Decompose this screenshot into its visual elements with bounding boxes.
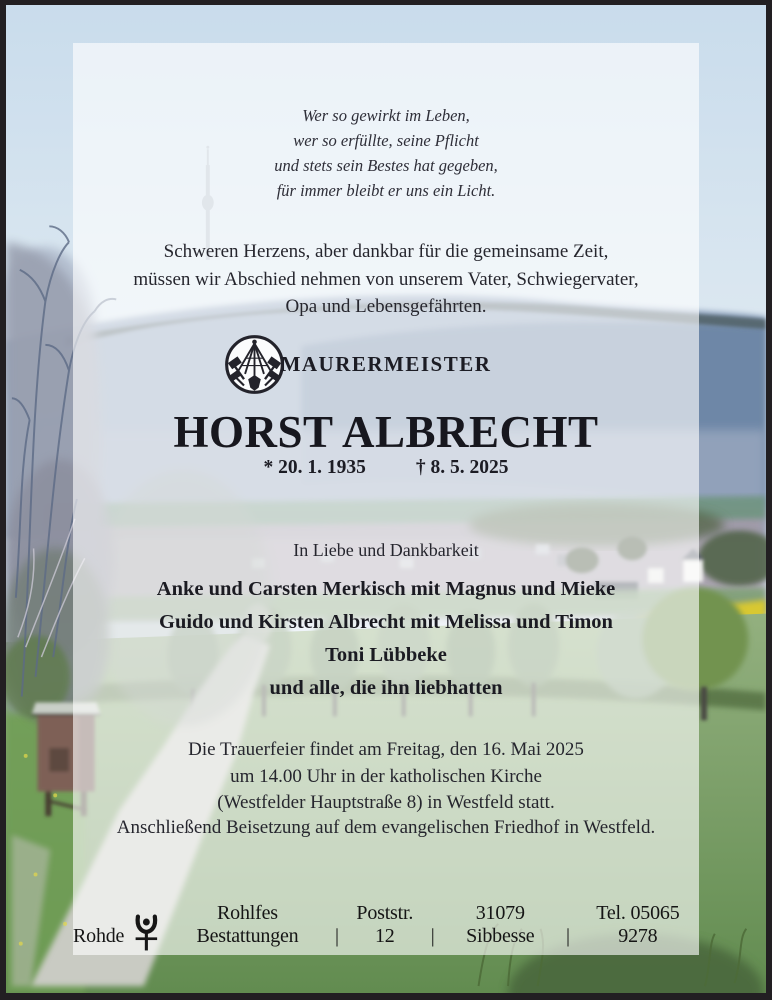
burial-details: Anschließend Beisetzung auf dem evangelischen Friedhof in Westfeld.: [116, 817, 656, 838]
service-line: um 14.00 Uhr in der katholischen Kirche: [230, 765, 542, 787]
footer-separator: |: [565, 925, 570, 947]
death-date: † 8. 5. 2025: [415, 457, 509, 478]
birth-date: * 20. 1. 1935: [263, 457, 366, 478]
funeral-home-name-right: Rohlfes Bestattungen: [196, 902, 299, 947]
farewell-message: [73, 238, 699, 321]
farewell-line: müssen wir Abschied nehmen von unserem Vater, Schwiegervater,: [133, 268, 639, 290]
poem-line: Wer so gewirkt im Leben,: [302, 106, 470, 125]
notice-content: [73, 43, 699, 955]
funeral-home-name-left: Rohde: [73, 925, 125, 947]
memorial-poem: [73, 103, 699, 203]
funeral-home-address: Poststr. 12: [356, 902, 414, 947]
mourner-line: Anke und Carsten Merkisch mit Magnus und Mieke: [156, 578, 616, 600]
landscape-photo-background: [6, 5, 766, 993]
poem-line: und stets sein Bestes hat gegeben,: [274, 156, 498, 175]
deceased-name: HORST ALBRECHT: [173, 407, 599, 457]
funeral-home-city: 31079 Sibbesse: [466, 902, 535, 947]
mourner-line: und alle, die ihn liebhatten: [269, 677, 503, 699]
funeral-home-logo-icon: [131, 909, 162, 955]
footer-separator: |: [430, 925, 435, 947]
profession-title: MAURERMEISTER: [280, 352, 492, 376]
poem-line: wer so erfüllte, seine Pflicht: [293, 131, 479, 150]
funeral-service-details: [73, 737, 699, 817]
life-dates: [73, 457, 699, 479]
poem-line: für immer bleibt er uns ein Licht.: [276, 181, 496, 200]
mourners-list: [73, 573, 699, 705]
funeral-home-phone: Tel. 05065 9278: [596, 902, 680, 947]
farewell-line: Opa und Lebensgefährten.: [285, 296, 487, 317]
mourner-line: Toni Lübbeke: [325, 644, 447, 666]
funeral-home-footer: [73, 902, 699, 948]
farewell-line: Schweren Herzens, aber dankbar für die gemeinsame Zeit,: [163, 241, 609, 262]
service-line: Die Trauerfeier findet am Freitag, den 16. Mai 2025: [188, 739, 584, 760]
service-line: (Westfelder Hauptstraße 8) in Westfeld statt.: [217, 792, 555, 813]
footer-separator: |: [334, 925, 339, 947]
mourner-line: Guido und Kirsten Albrecht mit Melissa und Timon: [159, 611, 613, 633]
dedication-line: In Liebe und Dankbarkeit: [293, 540, 479, 560]
